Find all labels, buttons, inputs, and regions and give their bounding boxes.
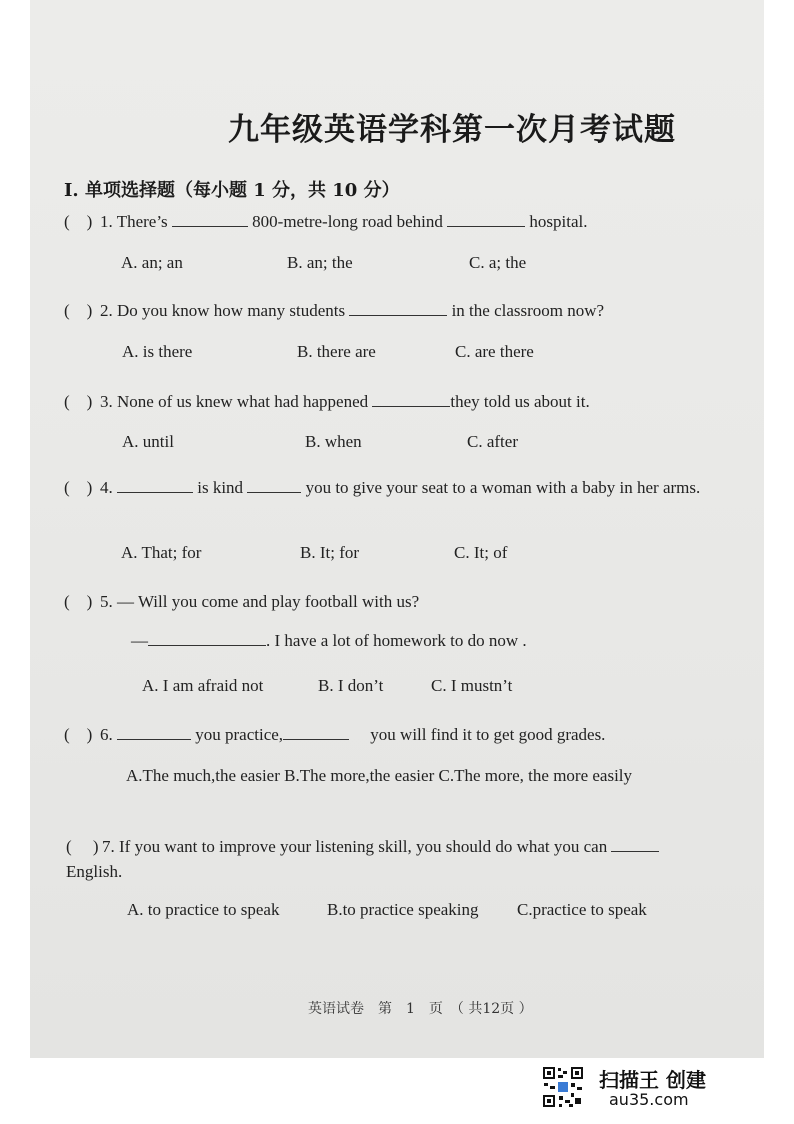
section-heading: Ⅰ. 单项选择题（每小题 1 分，共 10 分）	[64, 180, 400, 201]
option-b: B. It; for	[300, 543, 360, 562]
option-c: C. It; of	[454, 543, 508, 562]
answer-blank	[172, 212, 248, 227]
option-a: A. That; for	[121, 543, 202, 562]
option-b: B. when	[305, 432, 362, 451]
answer-blank	[372, 392, 450, 407]
option-b: B. an; the	[287, 253, 353, 272]
answer-blank	[117, 725, 191, 740]
page-footer: 英语试卷 第 1 页 （ 共12页 ）	[308, 1001, 533, 1017]
brand-watermark: 扫描王 创建	[599, 1068, 706, 1092]
option-c: C.practice to speak	[517, 900, 647, 919]
question-7: ( ) 7. If you want to improve your listening skill, you should do what you can English.	[66, 834, 706, 884]
qr-code-icon	[542, 1066, 584, 1108]
answer-blank	[283, 725, 349, 740]
question-5: ( ) 5. — Will you come and play football with us?	[64, 592, 420, 611]
option-b: B. there are	[297, 342, 376, 361]
option-c: C. are there	[455, 342, 534, 361]
option-a: A. is there	[122, 342, 193, 361]
answer-blank	[148, 631, 266, 646]
exam-title: 九年级英语学科第一次月考试题	[228, 112, 676, 148]
question-4: ( ) 4. is kind you to give your seat to a woman with a baby in her arms.	[64, 478, 701, 497]
brand-url: au35.com	[609, 1090, 689, 1109]
option-a: A. an; an	[121, 253, 183, 272]
option-c: C. after	[467, 432, 518, 451]
answer-blank	[349, 301, 447, 316]
answer-blank	[611, 837, 659, 852]
question-6: ( ) 6. you practice, you will find it to get good grades.	[64, 725, 606, 744]
option-c: C. I mustn’t	[431, 676, 513, 695]
answer-blank	[117, 478, 193, 493]
question-3: ( ) 3. None of us knew what had happened they told us about it.	[64, 392, 590, 411]
option-c: C. a; the	[469, 253, 527, 272]
options-6: A.The much,the easier B.The more,the easier C.The more, the more easily	[126, 766, 633, 785]
question-1: ( ) 1. There’s 800-metre-long road behind hospital.	[64, 212, 588, 231]
option-b: B. I don’t	[318, 676, 384, 695]
option-b: B.to practice speaking	[327, 900, 479, 919]
option-a: A. to practice to speak	[127, 900, 280, 919]
answer-blank	[447, 212, 525, 227]
question-5-reply: — . I have a lot of homework to do now .	[131, 631, 527, 650]
answer-blank	[247, 478, 301, 493]
option-a: A. until	[122, 432, 174, 451]
option-a: A. I am afraid not	[142, 676, 264, 695]
question-2: ( ) 2. Do you know how many students in the classroom now?	[64, 301, 605, 320]
